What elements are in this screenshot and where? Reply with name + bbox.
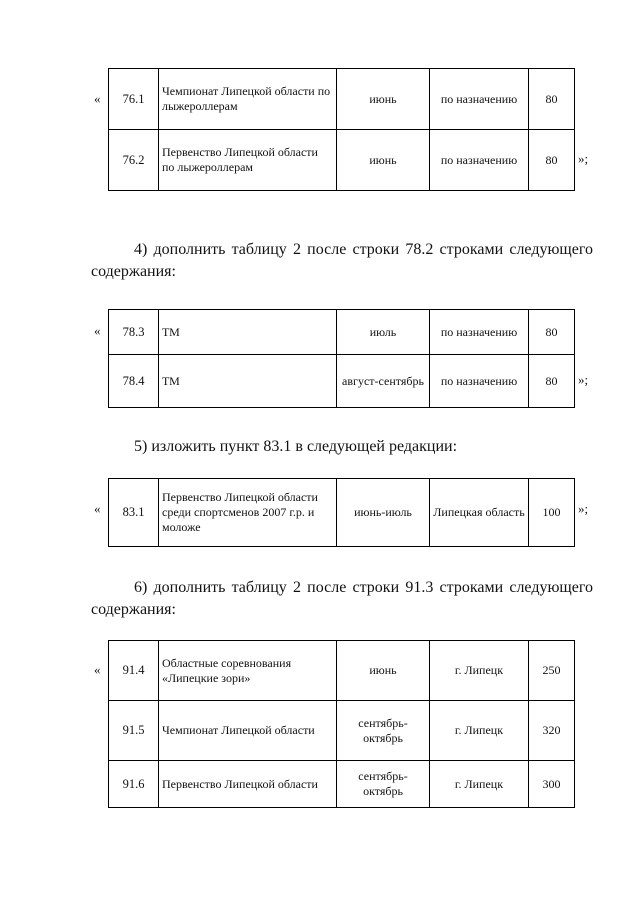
event-name: Первенство Липецкой области (159, 761, 337, 808)
participant-count: 80 (529, 310, 575, 355)
event-name: Первенство Липецкой области по лыжероллерам (159, 130, 337, 191)
close-quote: »; (578, 372, 589, 387)
event-place: по назначению (430, 310, 529, 355)
row-number: 78.4 (109, 355, 159, 408)
close-quote: »; (578, 151, 589, 166)
event-period: июнь-июль (337, 479, 430, 547)
participant-count: 80 (529, 355, 575, 408)
event-name: Областные соревнования «Липецкие зори» (159, 641, 337, 701)
open-quote: « (94, 662, 101, 677)
table-block-2 (108, 309, 574, 408)
table-row (109, 310, 575, 355)
event-name: ТМ (159, 310, 337, 355)
row-number: 76.1 (109, 69, 159, 130)
participant-count: 300 (529, 761, 575, 808)
row-number: 78.3 (109, 310, 159, 355)
event-place: г. Липецк (430, 761, 529, 808)
participant-count: 80 (529, 69, 575, 130)
row-number: 91.6 (109, 761, 159, 808)
event-place: по назначению (430, 69, 529, 130)
table-row (109, 479, 575, 547)
paragraph-6 (91, 577, 593, 621)
event-name: Чемпионат Липецкой области (159, 701, 337, 761)
participant-count: 100 (529, 479, 575, 547)
table-row (109, 355, 575, 408)
paragraph-text: 6) дополнить таблицу 2 после строки 91.3 строками следующего содержания: (91, 579, 593, 618)
event-period: сентябрь-октябрь (337, 761, 430, 808)
paragraph-4 (91, 239, 593, 283)
paragraph-text: 5) изложить пункт 83.1 в следующей редакции: (134, 438, 458, 455)
table-row (109, 69, 575, 130)
table-row (109, 641, 575, 701)
participant-count: 250 (529, 641, 575, 701)
paragraph-5 (91, 436, 593, 458)
table-row (109, 761, 575, 808)
event-place: Липецкая область (430, 479, 529, 547)
event-period: август-сентябрь (337, 355, 430, 408)
participant-count: 320 (529, 701, 575, 761)
event-period: сентябрь-октябрь (337, 701, 430, 761)
table-block-3 (108, 478, 574, 547)
row-number: 76.2 (109, 130, 159, 191)
participant-count: 80 (529, 130, 575, 191)
event-period: июнь (337, 130, 430, 191)
event-period: июнь (337, 69, 430, 130)
row-number: 83.1 (109, 479, 159, 547)
open-quote: « (94, 323, 101, 338)
close-quote: »; (578, 501, 589, 516)
open-quote: « (94, 501, 101, 516)
event-name: ТМ (159, 355, 337, 408)
paragraph-text: 4) дополнить таблицу 2 после строки 78.2 строками следующего содержания: (91, 241, 593, 280)
event-place: г. Липецк (430, 641, 529, 701)
table-row (109, 701, 575, 761)
event-place: по назначению (430, 355, 529, 408)
event-place: по назначению (430, 130, 529, 191)
table-block-4 (108, 640, 574, 808)
event-name: Чемпионат Липецкой области по лыжероллерам (159, 69, 337, 130)
table-row (109, 130, 575, 191)
event-place: г. Липецк (430, 701, 529, 761)
row-number: 91.4 (109, 641, 159, 701)
event-period: июнь (337, 641, 430, 701)
row-number: 91.5 (109, 701, 159, 761)
table-block-1 (108, 68, 574, 191)
event-period: июль (337, 310, 430, 355)
event-name: Первенство Липецкой области среди спортсменов 2007 г.р. и моложе (159, 479, 337, 547)
open-quote: « (94, 91, 101, 106)
